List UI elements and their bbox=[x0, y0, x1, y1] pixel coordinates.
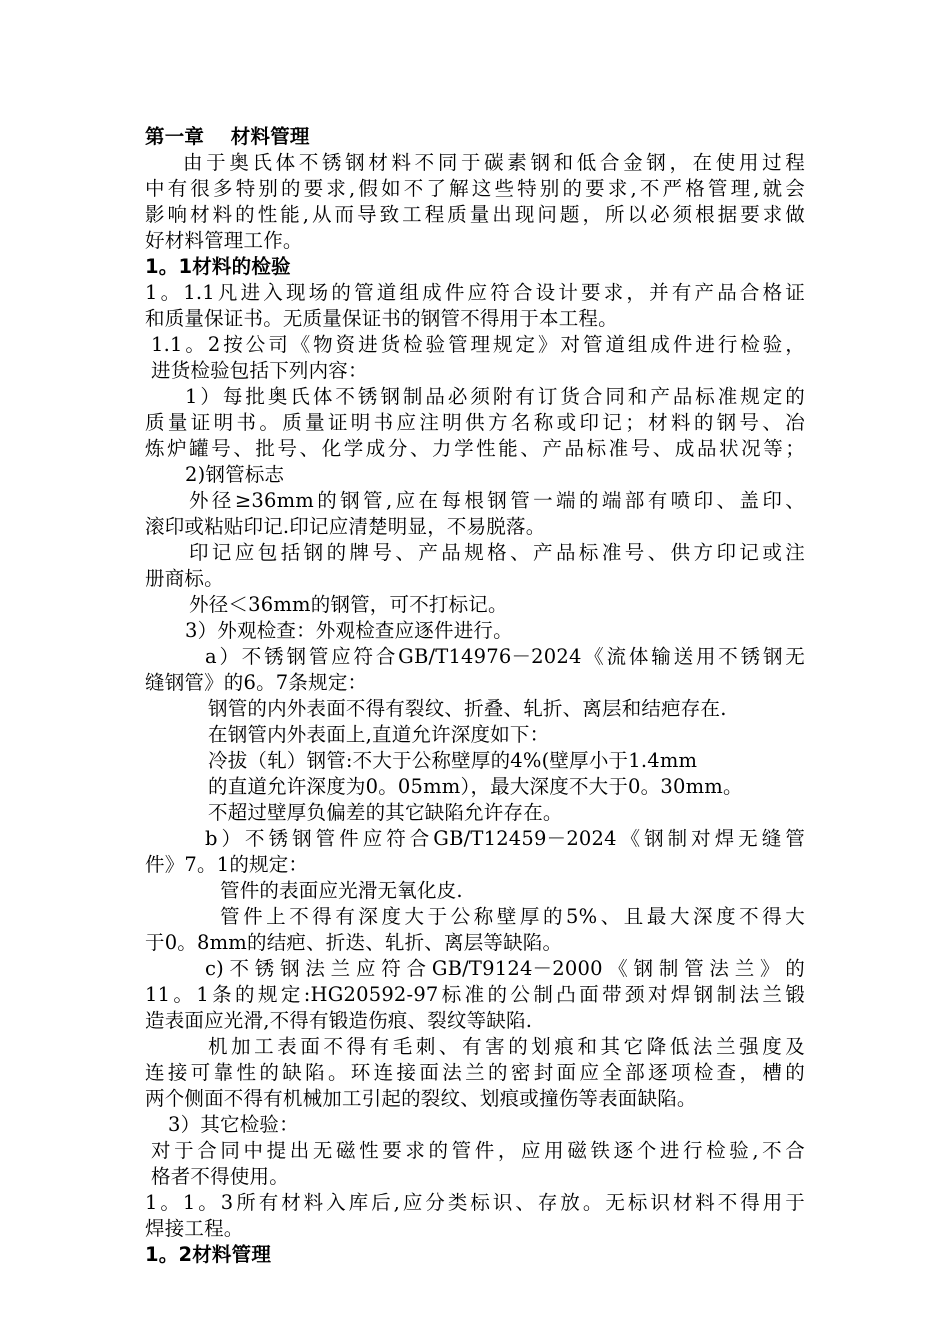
item4-title: 3）其它检验： bbox=[168, 1113, 299, 1136]
s112-line-2: 进货检验包括下列内容： bbox=[151, 359, 368, 382]
intro-line-2: 中有很多特别的要求,假如不了解这些特别的要求,不严格管理,就会 bbox=[145, 177, 805, 200]
item3b-line-1: b）不锈钢管件应符合GB/T12459－2024《钢制对焊无缝管 bbox=[205, 827, 805, 850]
item3b-line-2: 件》7。1的规定： bbox=[145, 853, 309, 876]
item3c-body-line-2: 连接可靠性的缺陷。环连接面法兰的密封面应全部逐项检查，槽的 bbox=[145, 1061, 805, 1084]
s111-line-1: 1。1.1凡进入现场的管道组成件应符合设计要求，并有产品合格证 bbox=[145, 281, 805, 304]
item3c-line-3: 造表面应光滑,不得有锻造伤痕、裂纹等缺陷. bbox=[145, 1009, 533, 1032]
item3a-line-1: a）不锈钢管应符合GB/T14976－2024《流体输送用不锈钢无 bbox=[205, 645, 805, 668]
item2-p2-line-2: 册商标。 bbox=[145, 567, 224, 590]
item3c-line-1: c)不锈钢法兰应符合GB/T9124－2000《钢制管法兰》的 bbox=[205, 957, 805, 980]
s112-line-1: 1.1。2按公司《物资进货检验管理规定》对管道组成件进行检验， bbox=[151, 333, 805, 356]
item4-body-line-1: 对于合同中提出无磁性要求的管件，应用磁铁逐个进行检验,不合 bbox=[151, 1139, 805, 1162]
s113-line-1: 1。1。3所有材料入库后,应分类标识、存放。无标识材料不得用于 bbox=[145, 1191, 805, 1214]
item3a-body-line-2: 在钢管内外表面上,直道允许深度如下： bbox=[208, 723, 550, 746]
s113-line-2: 焊接工程。 bbox=[145, 1217, 244, 1240]
chapter-title: 第一章 材料管理 bbox=[145, 125, 310, 148]
item3c-line-2: 11。1条的规定:HG20592-97标准的公制凸面带颈对焊钢制法兰锻 bbox=[145, 983, 805, 1006]
item3a-line-2: 缝钢管》的6。7条规定： bbox=[145, 671, 368, 694]
item2-p1-line-1: 外径≥36mm的钢管,应在每根钢管一端的端部有喷印、盖印、 bbox=[189, 489, 805, 512]
intro-line-4: 好材料管理工作。 bbox=[145, 229, 303, 252]
item3b-body-2-line-2: 于0。8mm的结疤、折迭、轧折、离层等缺陷。 bbox=[145, 931, 563, 954]
item1-line-3: 炼炉罐号、批号、化学成分、力学性能、产品标准号、成品状况等； bbox=[145, 437, 805, 460]
item3b-body-1: 管件的表面应光滑无氧化皮. bbox=[220, 879, 463, 902]
item2-p3: 外径＜36mm的钢管，可不打标记。 bbox=[189, 593, 508, 616]
item2-title: 2)钢管标志 bbox=[185, 463, 285, 486]
item3a-body-line-5: 不超过壁厚负偏差的其它缺陷允许存在。 bbox=[208, 801, 563, 824]
section-1-2-title: 1。2材料管理 bbox=[145, 1243, 272, 1266]
item2-p2-line-1: 印记应包括钢的牌号、产品规格、产品标准号、供方印记或注 bbox=[189, 541, 805, 564]
item3-title: 3）外观检查：外观检查应逐件进行。 bbox=[185, 619, 513, 642]
item2-p1-line-2: 滚印或粘贴印记.印记应清楚明显，不易脱落。 bbox=[145, 515, 546, 538]
item4-body-line-2: 格者不得使用。 bbox=[151, 1165, 289, 1188]
item1-line-1: 1）每批奥氏体不锈钢制品必须附有订货合同和产品标准规定的 bbox=[185, 385, 805, 408]
item3a-body-line-4: 的直道允许深度为0。05mm），最大深度不大于0。30mm。 bbox=[208, 775, 743, 798]
item3a-body-line-1: 钢管的内外表面不得有裂纹、折叠、轧折、离层和结疤存在. bbox=[208, 697, 727, 720]
item3a-body-line-3: 冷拔（轧）钢管:不大于公称壁厚的4%(壁厚小于1.4mm bbox=[208, 749, 698, 772]
item3c-body-line-1: 机加工表面不得有毛刺、有害的划痕和其它降低法兰强度及 bbox=[208, 1035, 805, 1058]
intro-line-3: 影响材料的性能,从而导致工程质量出现问题，所以必须根据要求做 bbox=[145, 203, 805, 226]
item3c-body-line-3: 两个侧面不得有机械加工引起的裂纹、划痕或撞伤等表面缺陷。 bbox=[145, 1087, 697, 1110]
item1-line-2: 质量证明书。质量证明书应注明供方名称或印记；材料的钢号、冶 bbox=[145, 411, 805, 434]
intro-line-1: 由于奥氏体不锈钢材料不同于碳素钢和低合金钢，在使用过程 bbox=[183, 151, 805, 174]
item3b-body-2-line-1: 管件上不得有深度大于公称壁厚的5%、且最大深度不得大 bbox=[220, 905, 805, 928]
s111-line-2: 和质量保证书。无质量保证书的钢管不得用于本工程。 bbox=[145, 307, 618, 330]
section-1-1-title: 1。1材料的检验 bbox=[145, 255, 291, 278]
